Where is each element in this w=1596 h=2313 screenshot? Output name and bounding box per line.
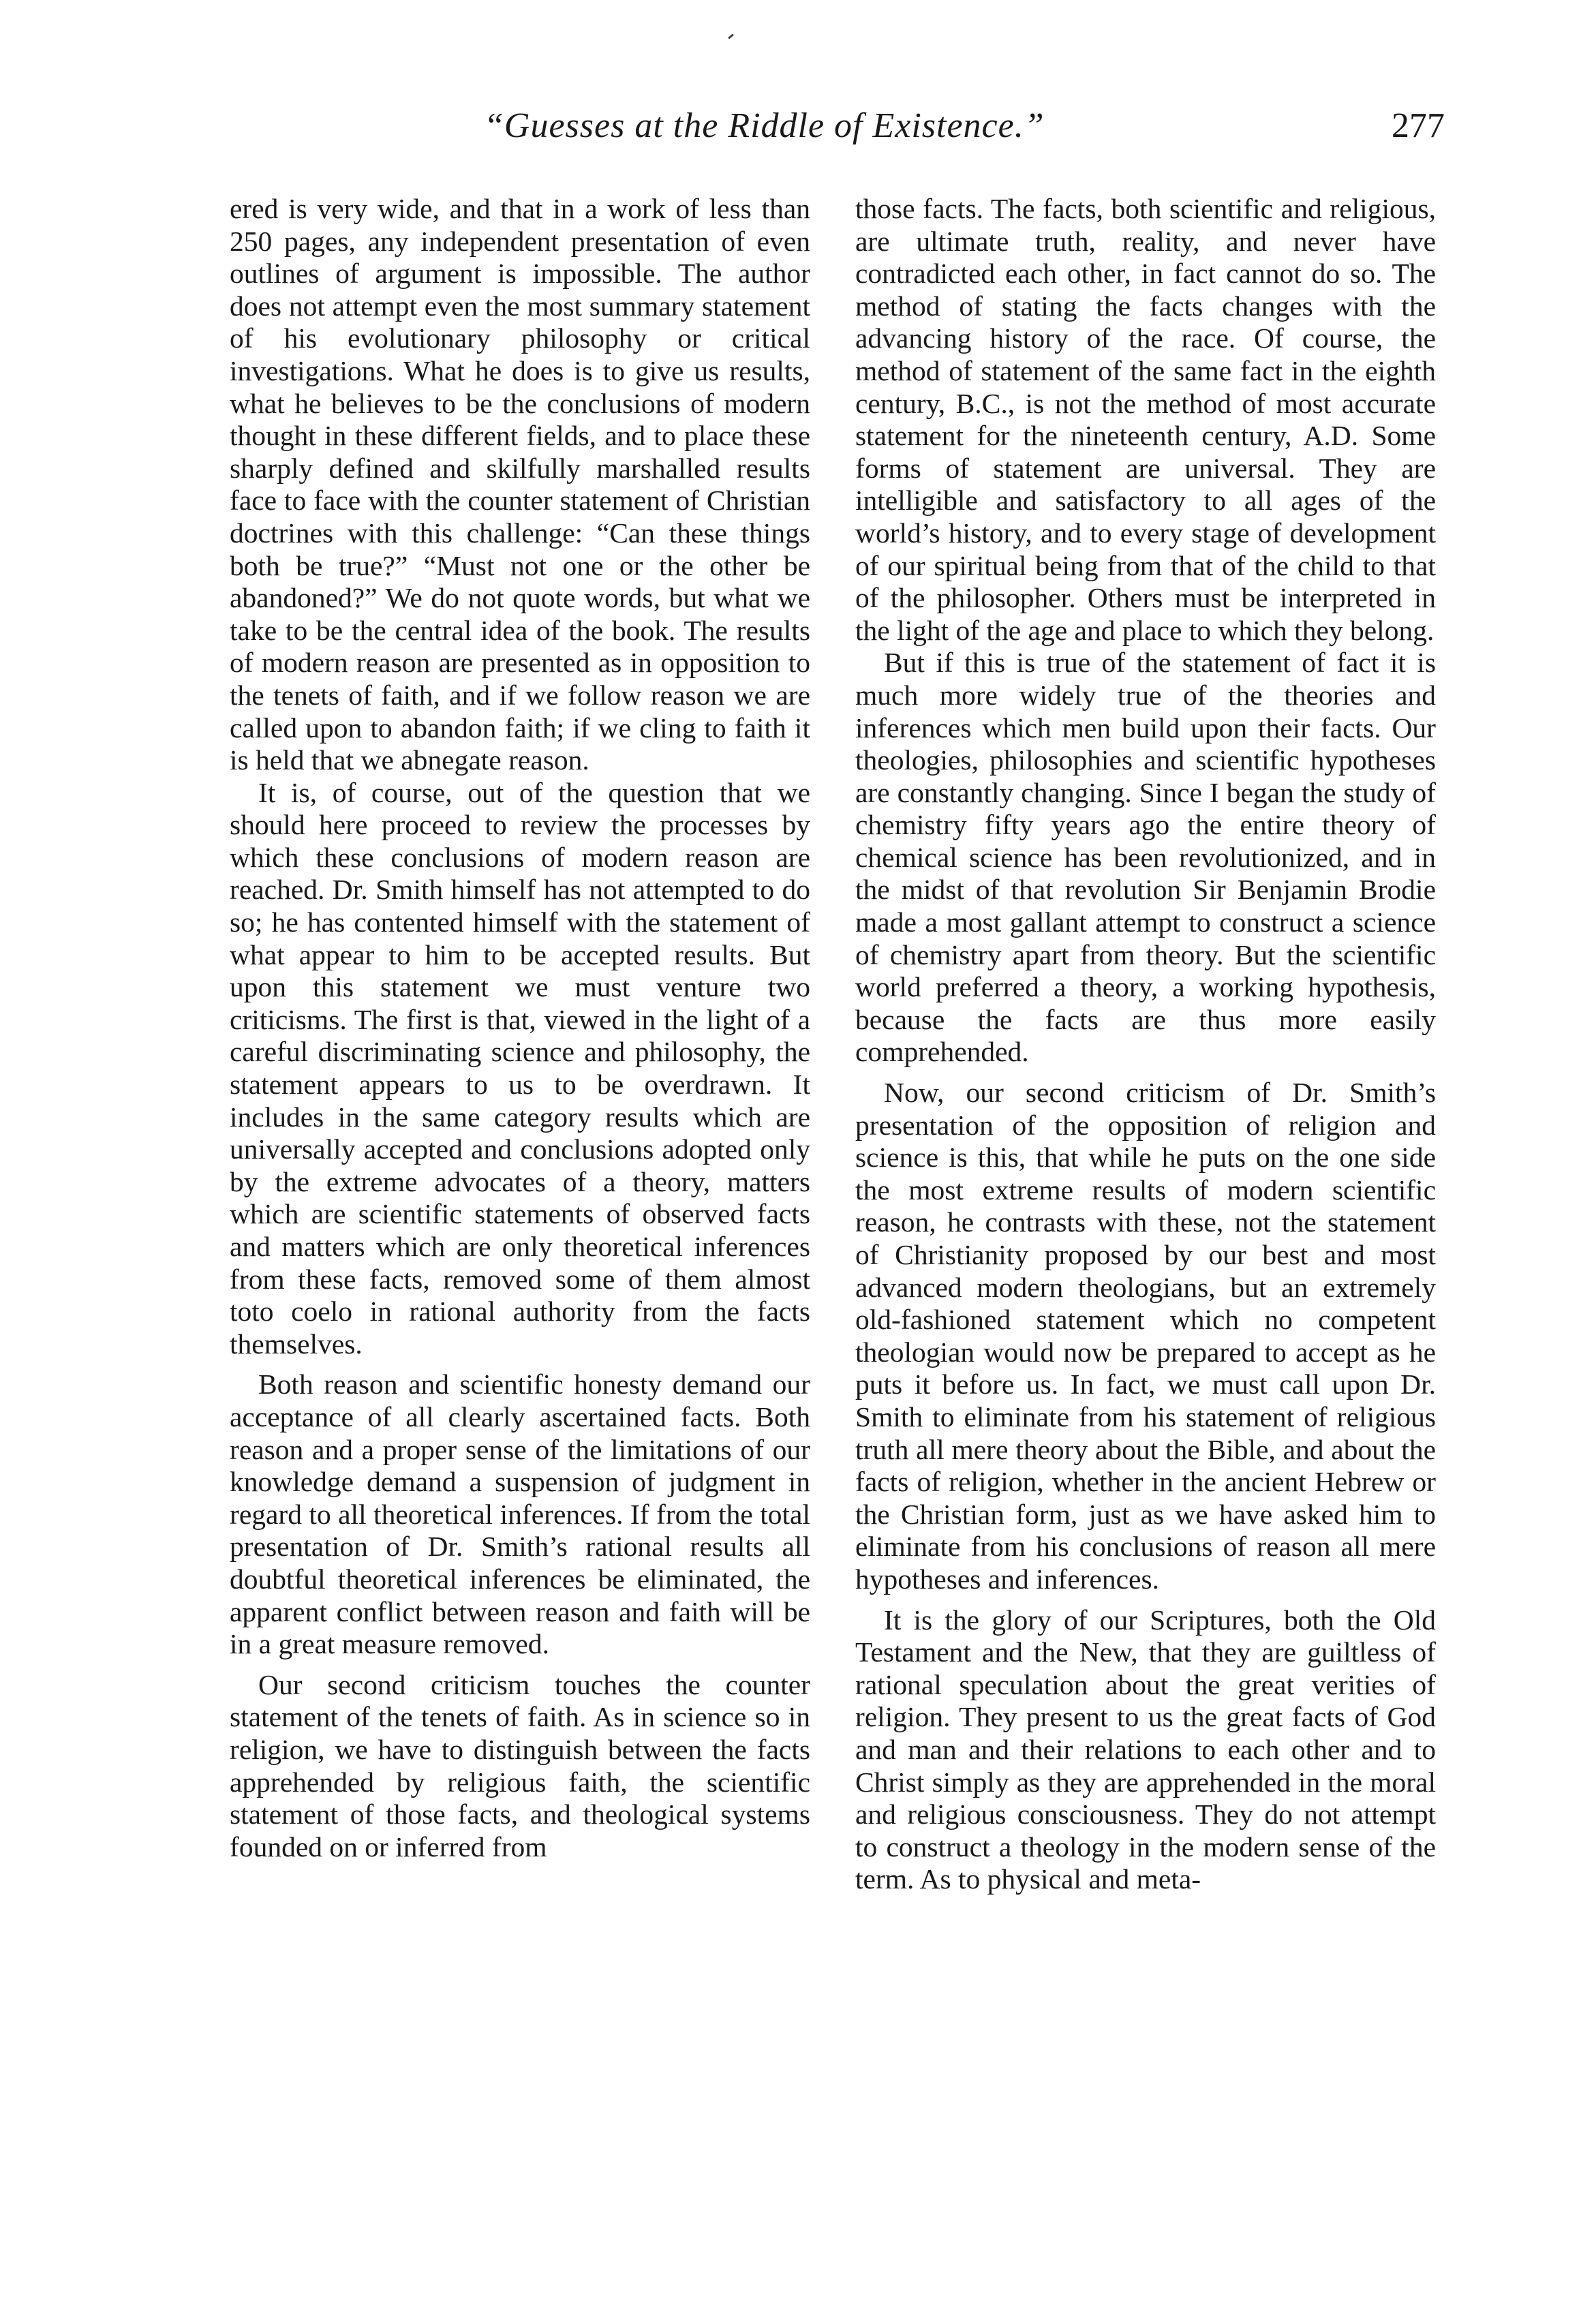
paragraph: But if this is true of the statement of fact it is much more widely true of the theories and inferences which men build upon their facts. Our theologies, philosophies and scientific hypotheses are constantly changing. Since I began the study of chemistry fifty years ago the entire theory of chemical science has been revolutionized, and in the midst of that revolution Sir Benjamin Brodie made a most gallant attempt to construct a science of chemistry apart from theory. But the scientific world preferred a theory, a working hypothesis, because the facts are thus more easily comprehended. [855, 647, 1436, 1068]
page-number: 277 [1392, 106, 1445, 145]
paragraph: ered is very wide, and that in a work of less than 250 pages, any independent presentation of even outlines of argument is impossible. The author does not attempt even the most summary statement of his evolutionary philosophy or critical investigations. What he does is to give us results, what he believes to be the conclusions of modern thought in these different fields, and to place these sharply defined and skilfully marshalled results face to face with the counter statement of Christian doctrines with this challenge: “Can these things both be true?” “Must not one or the other be abandoned?” We do not quote words, but what we take to be the central idea of the book. The results of modern reason are presented as in opposition to the tenets of faith, and if we follow reason we are called upon to abandon faith; if we cling to faith it is held that we abnegate reason. [230, 193, 810, 776]
left-column [230, 193, 810, 1863]
page-header [218, 102, 1445, 157]
paragraph: It is the glory of our Scriptures, both the Old Testament and the New, that they are guiltless of rational speculation about the great verities of religion. They present to us the great facts of God and man and their relations to each other and to Christ simply as they are apprehended in the moral and religious consciousness. They do not attempt to construct a theology in the modern sense of the term. As to physical and meta- [855, 1604, 1436, 1895]
right-column [855, 193, 1436, 1896]
paragraph: Both reason and scientific honesty demand our acceptance of all clearly ascertained facts. Both reason and a proper sense of the limitations of our knowledge demand a suspension of judgment in regard to all theoretical inferences. If from the total presentation of Dr. Smith’s rational results all doubtful theoretical inferences be eliminated, the apparent conflict between reason and faith will be in a great measure removed. [230, 1368, 810, 1660]
paragraph: Now, our second criticism of Dr. Smith’s presentation of the opposition of religion and science is this, that while he puts on the one side the most extreme results of modern scientific reason, he contrasts with these, not the statement of Christianity proposed by our best and most advanced modern theologians, but an extremely old-fashioned statement which no competent theologian would now be prepared to accept as he puts it before us. In fact, we must call upon Dr. Smith to eliminate from his statement of religious truth all mere theory about the Bible, and about the facts of religion, whether in the ancient Hebrew or the Christian form, just as we have asked him to eliminate from his conclusions of reason all mere hypotheses and inferences. [855, 1077, 1436, 1595]
print-speck [728, 33, 734, 39]
paragraph: those facts. The facts, both scientific and religious, are ultimate truth, reality, and never have contradicted each other, in fact cannot do so. The method of stating the facts changes with the advancing history of the race. Of course, the method of statement of the same fact in the eighth century, B.C., is not the method of most accurate statement for the nineteenth century, A.D. Some forms of statement are universal. They are intelligible and satisfactory to all ages of the world’s history, and to every stage of development of our spiritual being from that of the child to that of the philosopher. Others must be interpreted in the light of the age and place to which they belong. [855, 193, 1436, 646]
running-title: “Guesses at the Riddle of Existence.” [484, 106, 1045, 145]
paragraph: It is, of course, out of the question that we should here proceed to review the processes by which these conclusions of modern reason are reached. Dr. Smith himself has not attempted to do so; he has contented himself with the statement of what appear to him to be accepted results. But upon this statement we must venture two criticisms. The first is that, viewed in the light of a careful discriminating science and philosophy, the statement appears to us to be overdrawn. It includes in the same category results which are universally accepted and conclusions adopted only by the extreme advocates of a theory, matters which are scientific statements of observed facts and matters which are only theoretical inferences from these facts, removed some of them almost toto coelo in rational authority from the facts themselves. [230, 776, 810, 1360]
paragraph: Our second criticism touches the counter statement of the tenets of faith. As in science so in religion, we have to distinguish between the facts apprehended by religious faith, the scientific statement of those facts, and theological systems founded on or inferred from [230, 1668, 810, 1863]
